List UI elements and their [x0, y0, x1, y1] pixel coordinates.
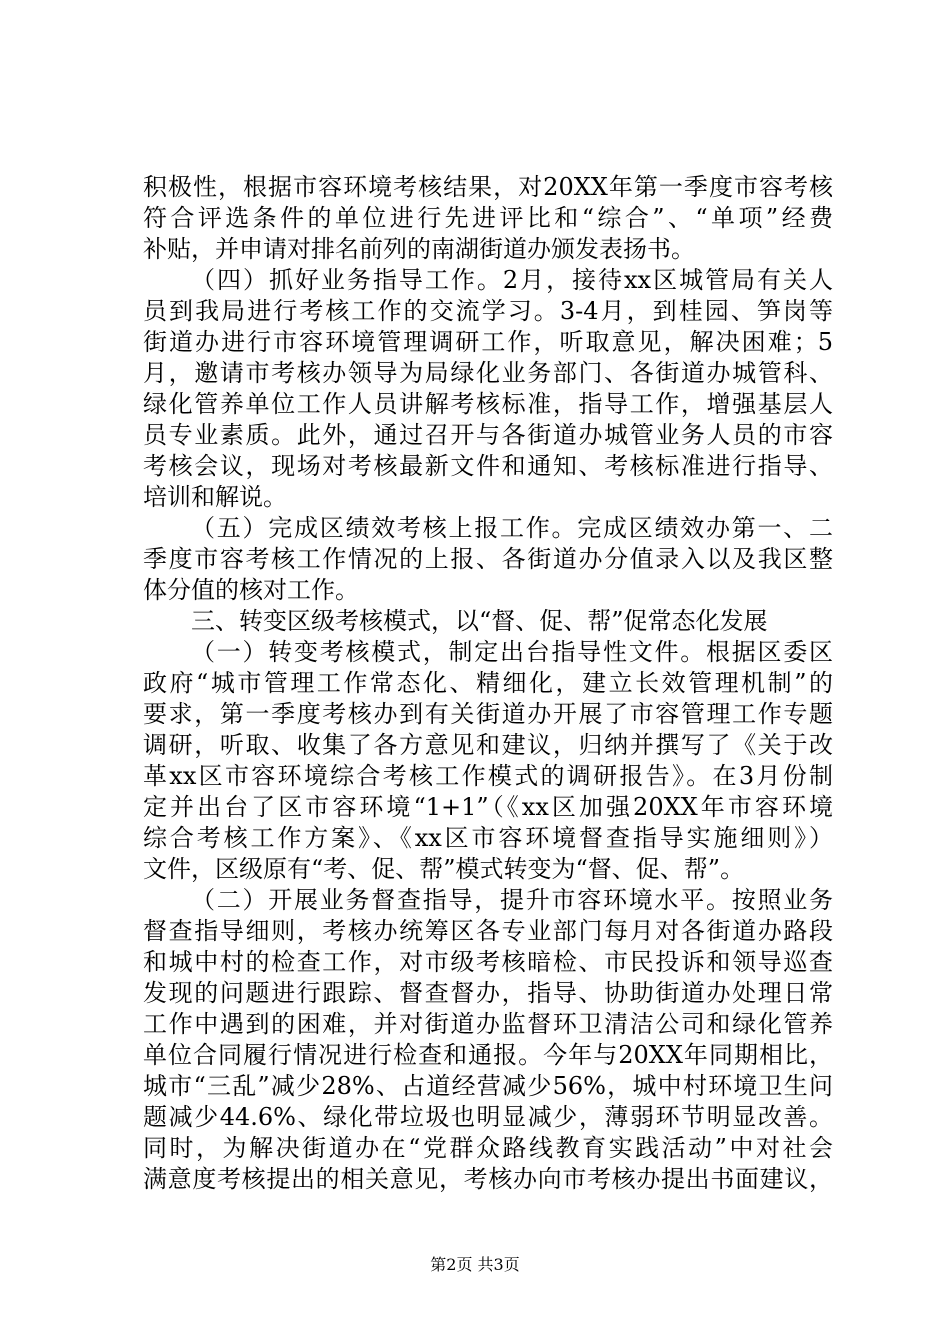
text-line: 季度市容考核工作情况的上报、各街道办分值录入以及我区整: [143, 545, 833, 573]
text-line: 革xx区市容环境综合考核工作模式的调研报告》。在3月份制: [143, 762, 833, 790]
text-line: 要求，第一季度考核办到有关街道办开展了市容管理工作专题: [143, 700, 833, 728]
text-line: 考核会议，现场对考核最新文件和通知、考核标准进行指导、: [143, 452, 833, 480]
text-line: 工作中遇到的困难，并对街道办监督环卫清洁公司和绿化管养: [143, 1010, 833, 1038]
text-line: 和城中村的检查工作，对市级考核暗检、市民投诉和领导巡查: [143, 948, 833, 976]
text-line: 发现的问题进行跟踪、督查督办，指导、协助街道办处理日常: [143, 979, 833, 1007]
text-line: 政府“城市管理工作常态化、精细化，建立长效管理机制”的: [143, 669, 833, 697]
text-line: 题减少44.6%、绿化带垃圾也明显减少，薄弱环节明显改善。: [143, 1103, 833, 1131]
text-line: （五）完成区绩效考核上报工作。完成区绩效办第一、二: [191, 514, 833, 542]
page-footer: [0, 1254, 950, 1276]
text-line: 综合考核工作方案》、《xx区市容环境督查指导实施细则》）: [143, 824, 833, 852]
text-line: 培训和解说。: [143, 483, 287, 511]
text-line: 同时，为解决街道办在“党群众路线教育实践活动”中对社会: [143, 1134, 833, 1162]
text-line: 调研，听取、收集了各方意见和建议，归纳并撰写了《关于改: [143, 731, 833, 759]
text-line: 文件，区级原有“考、促、帮”模式转变为“督、促、帮”。: [143, 855, 745, 883]
text-line: 街道办进行市容环境管理调研工作，听取意见，解决困难；5: [143, 328, 833, 356]
text-line: 月，邀请市考核办领导为局绿化业务部门、各街道办城管科、: [143, 359, 833, 387]
text-line: 城市“三乱”减少28%、占道经营减少56%，城中村环境卫生问: [143, 1072, 833, 1100]
section-heading: 三、转变区级考核模式，以“督、促、帮”促常态化发展: [191, 607, 768, 635]
text-line: （四）抓好业务指导工作。2月，接待xx区城管局有关人: [191, 266, 833, 294]
text-line: 满意度考核提出的相关意见，考核办向市考核办提出书面建议，: [143, 1165, 833, 1193]
text-line: （二）开展业务督查指导，提升市容环境水平。按照业务: [191, 886, 833, 914]
text-line: 定并出台了区市容环境“1+1”（《xx区加强20XX年市容环境: [143, 793, 833, 821]
text-line: 单位合同履行情况进行检查和通报。今年与20XX年同期相比，: [143, 1041, 833, 1069]
text-line: 员专业素质。此外，通过召开与各街道办城管业务人员的市容: [143, 421, 833, 449]
text-line: 符合评选条件的单位进行先进评比和“综合”、“单项”经费: [143, 204, 833, 232]
page-number: 第2页 共3页: [430, 1255, 520, 1274]
text-line: 绿化管养单位工作人员讲解考核标准，指导工作，增强基层人: [143, 390, 833, 418]
document-body: [143, 172, 833, 1195]
text-line: （一）转变考核模式，制定出台指导性文件。根据区委区: [191, 638, 833, 666]
text-line: 体分值的核对工作。: [143, 576, 359, 604]
text-line: 员到我局进行考核工作的交流学习。3-4月，到桂园、笋岗等: [143, 297, 833, 325]
text-line: 补贴，并申请对排名前列的南湖街道办颁发表扬书。: [143, 235, 695, 263]
text-line: 督查指导细则，考核办统筹区各专业部门每月对各街道办路段: [143, 917, 833, 945]
text-line: 积极性，根据市容环境考核结果，对20XX年第一季度市容考核: [143, 173, 833, 201]
